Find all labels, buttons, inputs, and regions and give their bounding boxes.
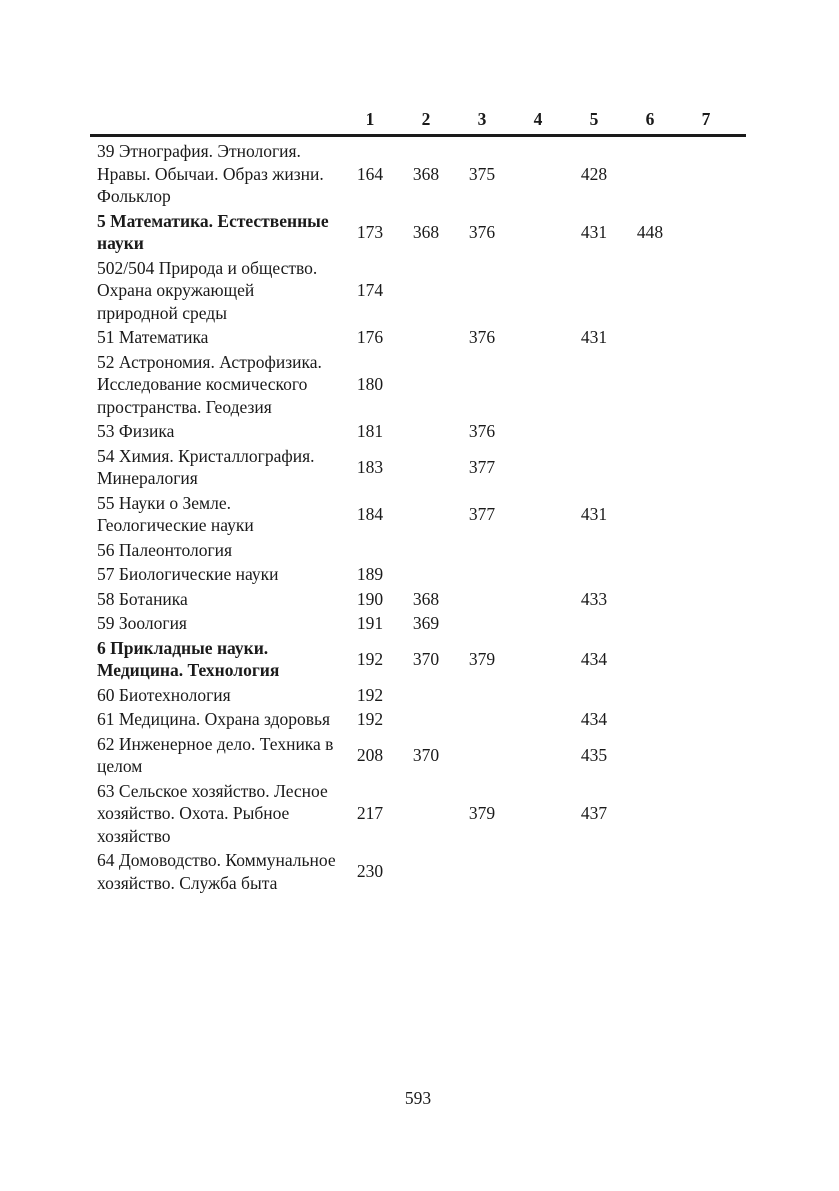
row-label: 59 Зоология <box>97 613 187 633</box>
table-row <box>90 611 746 636</box>
row-value: 190 <box>356 588 384 609</box>
row-value: 368 <box>412 163 440 184</box>
table-row <box>90 491 746 538</box>
table-row <box>90 538 746 563</box>
table-row <box>90 256 746 326</box>
row-value: 164 <box>356 163 384 184</box>
row-label: 54 Химия. Кристаллография. Минералогия <box>97 445 315 488</box>
row-value: 431 <box>580 327 608 347</box>
row-value: 183 <box>356 456 384 477</box>
row-value: 431 <box>580 503 608 524</box>
index-table-body <box>90 139 746 895</box>
row-value: 192 <box>356 648 384 669</box>
table-row <box>90 209 746 256</box>
row-label: 5 Математика. Естественные науки <box>97 210 329 253</box>
row-label: 52 Астрономия. Астрофизика. Исследование космического пространства. Геодезия <box>97 351 322 417</box>
row-value: 377 <box>468 456 496 477</box>
row-value: 189 <box>356 564 384 584</box>
table-row <box>90 779 746 849</box>
row-label: 62 Инженерное дело. Техника в целом <box>97 733 334 776</box>
row-value: 208 <box>356 744 384 765</box>
row-value: 376 <box>468 327 496 347</box>
column-header: 5 <box>589 109 599 129</box>
column-header: 7 <box>701 109 711 129</box>
row-value: 370 <box>412 648 440 669</box>
row-value: 192 <box>356 709 384 729</box>
table-row <box>90 636 746 683</box>
row-value: 370 <box>412 744 440 765</box>
row-value: 176 <box>356 327 384 347</box>
header-rule <box>90 134 746 137</box>
row-value: 173 <box>356 221 384 242</box>
row-value: 428 <box>580 163 608 184</box>
row-value: 375 <box>468 163 496 184</box>
row-value: 377 <box>468 503 496 524</box>
table-row <box>90 139 746 209</box>
table-row <box>90 732 746 779</box>
table-row <box>90 419 746 444</box>
row-label: 57 Биологические науки <box>97 564 279 584</box>
row-label: 61 Медицина. Охрана здоровья <box>97 709 331 729</box>
row-value: 230 <box>356 861 384 882</box>
row-label: 58 Ботаника <box>97 588 188 609</box>
row-label: 56 Палеонтология <box>97 539 233 560</box>
page-number: 593 <box>404 1088 432 1108</box>
row-label: 6 Прикладные науки. Медицина. Технология <box>97 637 280 680</box>
table-row <box>90 848 746 895</box>
table-header-row <box>90 108 746 134</box>
table-row <box>90 587 746 612</box>
row-value: 181 <box>356 421 384 441</box>
row-value: 376 <box>468 421 496 441</box>
row-value: 376 <box>468 221 496 242</box>
row-label: 60 Биотехнология <box>97 684 231 705</box>
row-value: 379 <box>468 648 496 669</box>
column-header: 1 <box>365 109 375 129</box>
table-row <box>90 707 746 732</box>
row-value: 184 <box>356 503 384 524</box>
row-label: 64 Домоводство. Коммунальное хозяйство. Служба быта <box>97 850 336 893</box>
row-value: 174 <box>356 280 384 300</box>
row-label: 39 Этнография. Этнология. Нравы. Обычаи. Образ жизни. Фольклор <box>97 141 324 206</box>
index-table-section <box>90 108 746 895</box>
row-label: 51 Математика <box>97 327 209 347</box>
row-value: 435 <box>580 744 608 765</box>
column-header: 3 <box>477 109 487 129</box>
row-value: 431 <box>580 221 608 242</box>
row-value: 192 <box>356 684 384 705</box>
row-value: 379 <box>468 803 496 823</box>
table-row <box>90 350 746 420</box>
row-value: 217 <box>356 803 384 823</box>
row-value: 368 <box>412 588 440 609</box>
table-row <box>90 444 746 491</box>
row-value: 368 <box>412 221 440 242</box>
row-label: 53 Физика <box>97 421 175 441</box>
row-label: 502/504 Природа и общество. Охрана окружающей природной среды <box>97 257 318 323</box>
table-row <box>90 683 746 708</box>
row-value: 191 <box>356 613 384 633</box>
row-value: 448 <box>636 221 664 242</box>
row-value: 369 <box>412 613 440 633</box>
row-value: 434 <box>580 709 608 729</box>
table-row <box>90 325 746 350</box>
row-value: 437 <box>580 803 608 823</box>
table-row <box>90 562 746 587</box>
row-label: 63 Сельское хозяйство. Лесное хозяйство. Охота. Рыбное хозяйство <box>97 780 328 846</box>
row-label: 55 Науки о Земле. Геологические науки <box>97 492 254 535</box>
row-value: 433 <box>580 588 608 609</box>
column-header: 6 <box>645 109 655 129</box>
row-value: 434 <box>580 648 608 669</box>
column-header: 2 <box>421 109 431 129</box>
row-value: 180 <box>356 374 384 394</box>
column-header: 4 <box>533 109 543 129</box>
